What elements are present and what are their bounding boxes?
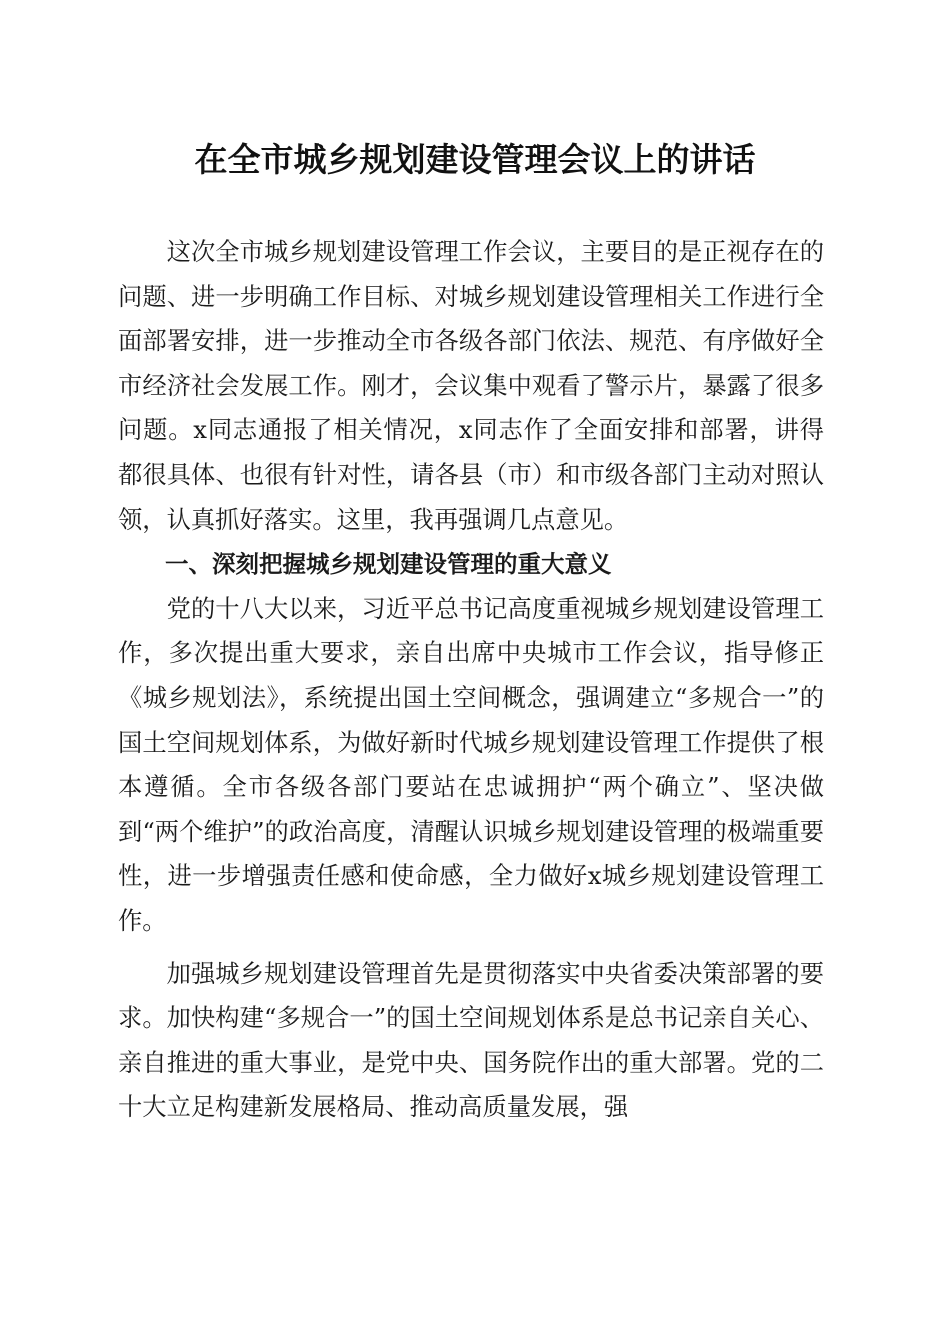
paragraph-significance: 党的十八大以来，习近平总书记高度重视城乡规划建设管理工作，多次提出重大要求，亲自出席中央城市工作会议，指导修正《城乡规划法》，系统提出国土空间概念，强调建立“多规合一”的国土空间规划体系，为做好新时代城乡规划建设管理工作提供了根本遵循。全市各级各部门要站在忠诚拥护“两个确立”、坚决做到“两个维护”的政治高度，清醒认识城乡规划建设管理的极端重要性，进一步增强责任感和使命感，全力做好x城乡规划建设管理工作。	[118, 593, 824, 935]
document-body	[118, 230, 824, 1130]
paragraph-spacer	[118, 944, 824, 952]
paragraph-intro: 这次全市城乡规划建设管理工作会议，主要目的是正视存在的问题、进一步明确工作目标、对城乡规划建设管理相关工作进行全面部署安排，进一步推动全市各级各部门依法、规范、有序做好全市经济社会发展工作。刚才，会议集中观看了警示片，暴露了很多问题。x同志通报了相关情况，x同志作了全面安排和部署，讲得都很具体、也很有针对性，请各县（市）和市级各部门主动对照认领，认真抓好落实。这里，我再强调几点意见。	[118, 237, 824, 534]
document-title: 在全市城乡规划建设管理会议上的讲话	[194, 140, 756, 179]
paragraph-requirements: 加强城乡规划建设管理首先是贯彻落实中央省委决策部署的要求。加快构建“多规合一”的国土空间规划体系是总书记亲自关心、亲自推进的重大事业，是党中央、国务院作出的重大部署。党的二十大立足构建新发展格局、推动高质量发展，强	[118, 958, 824, 1122]
section-heading-1: 一、深刻把握城乡规划建设管理的重大意义	[165, 550, 612, 579]
